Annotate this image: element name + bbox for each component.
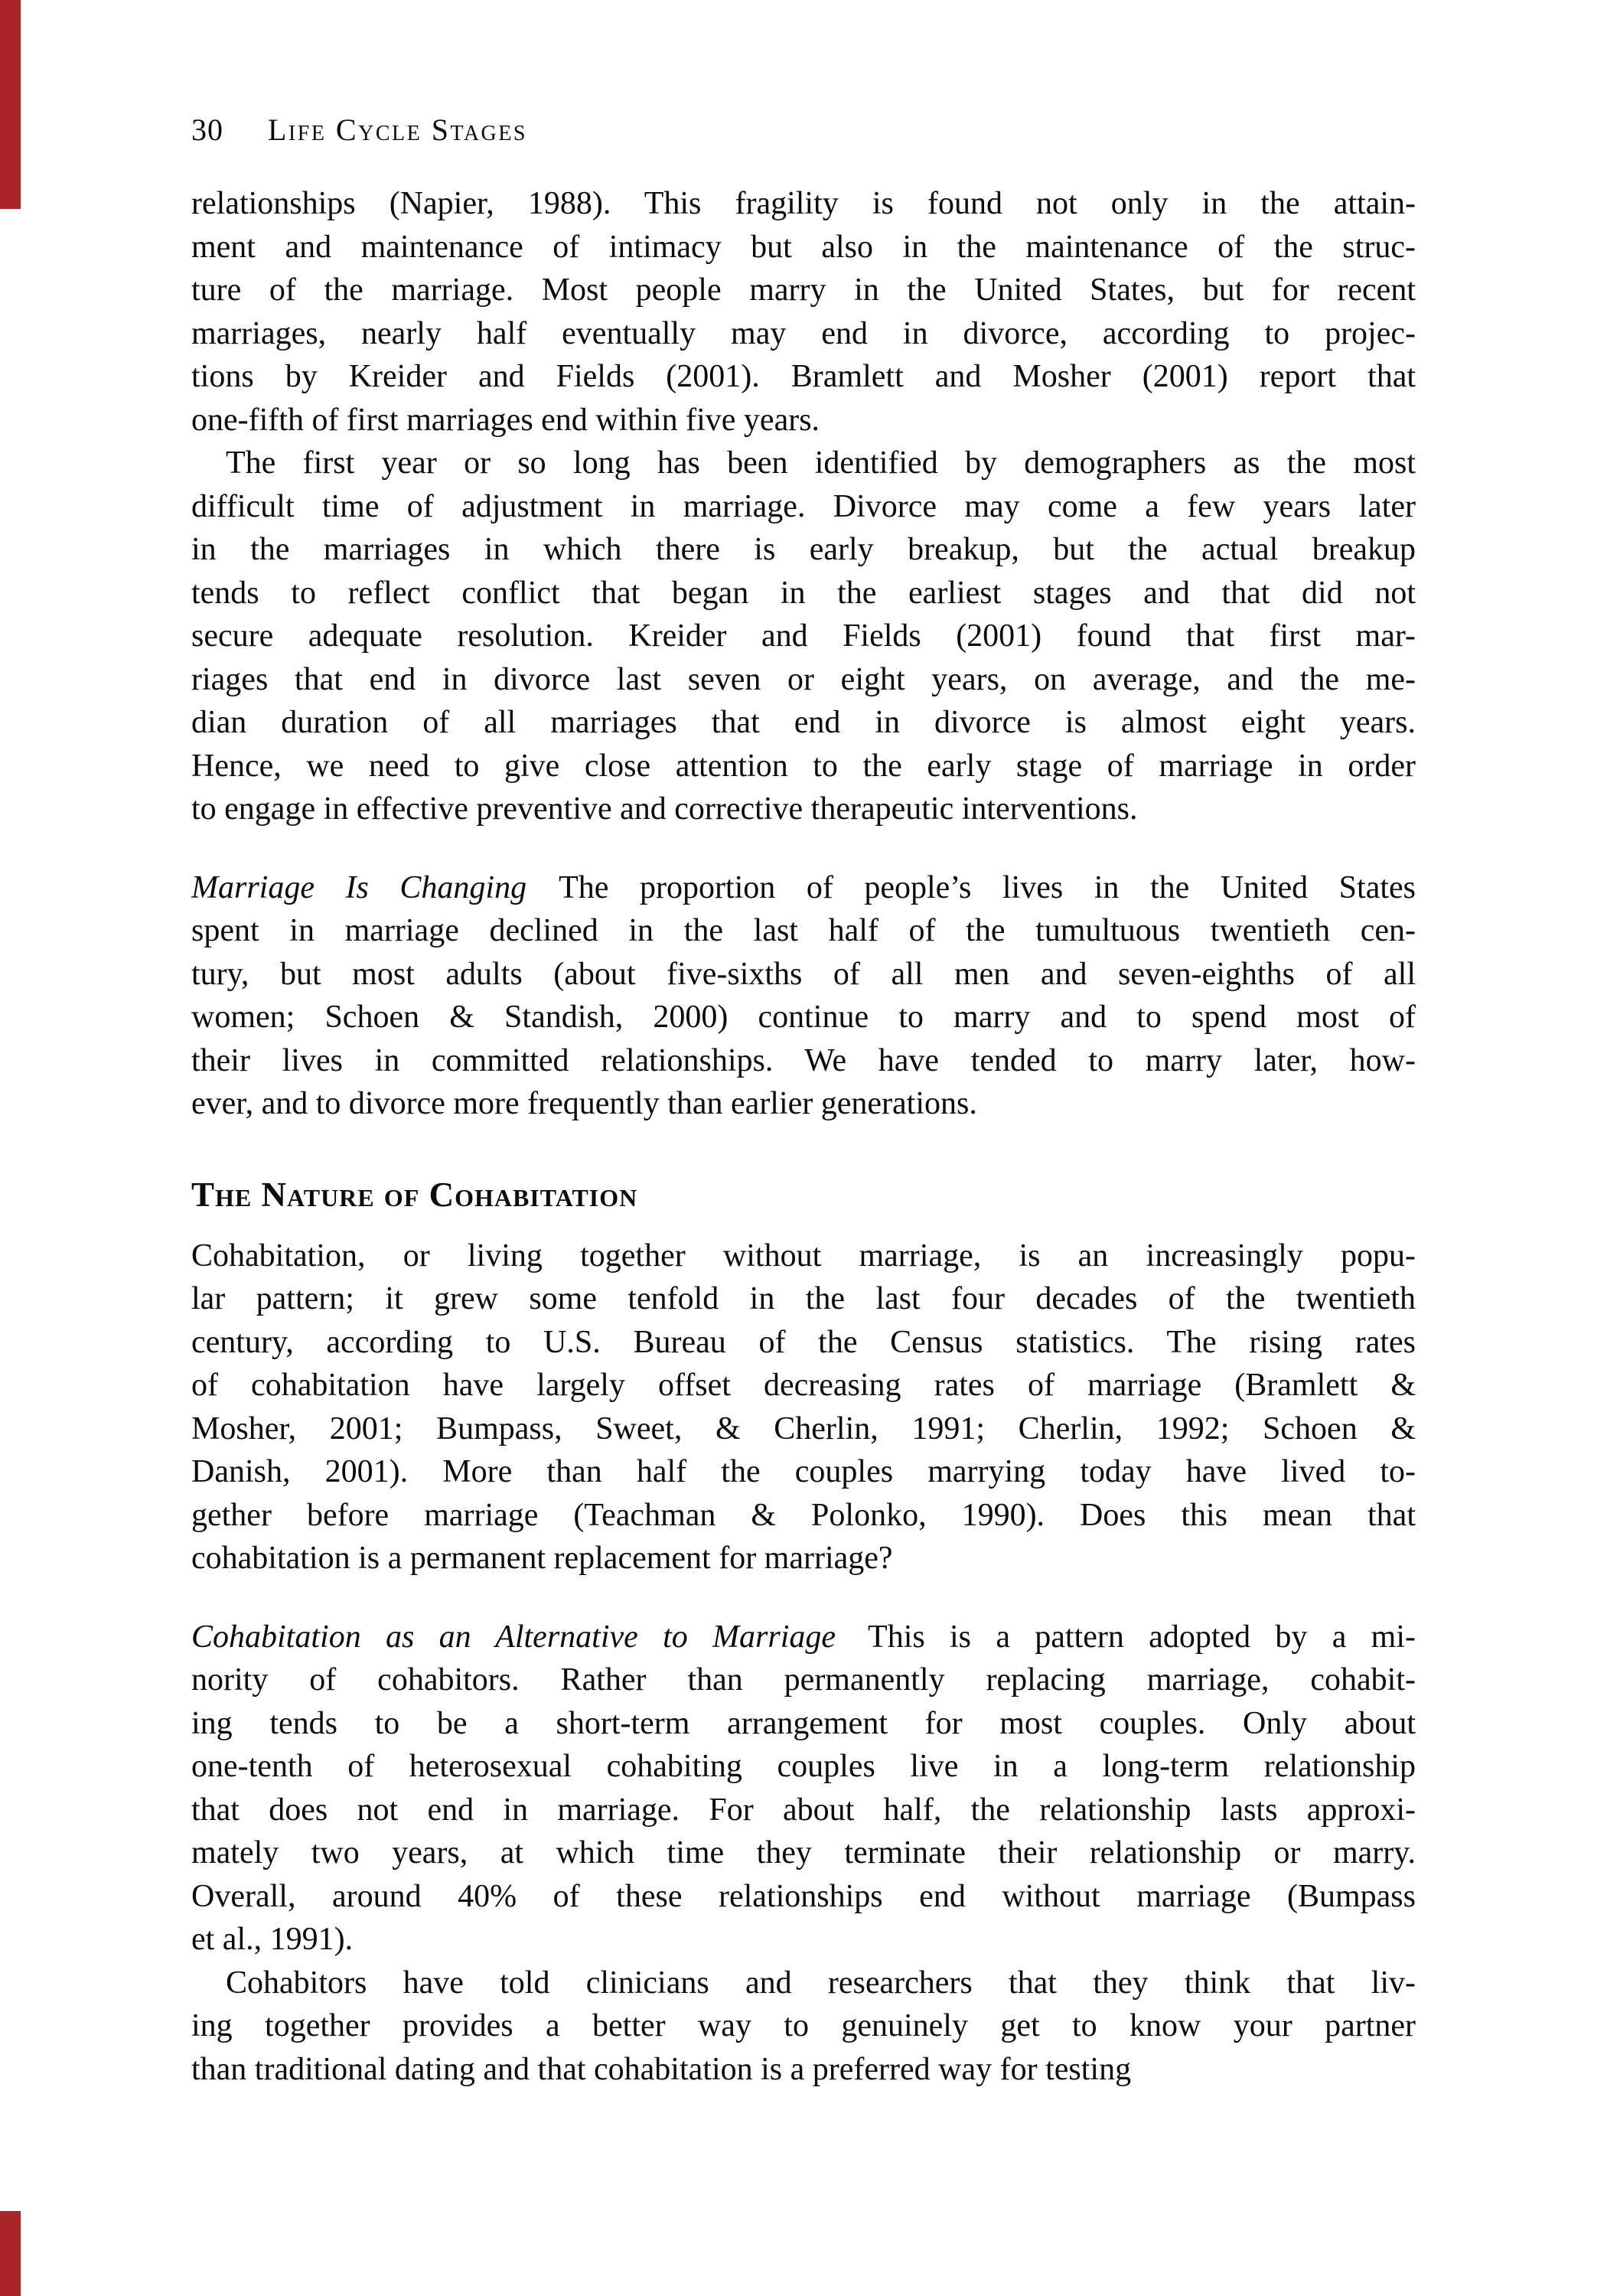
book-edge-mark-bottom	[0, 2211, 21, 2296]
text-line: dian duration of all marriages that end in divorce is almost eight years.	[191, 705, 1416, 740]
text-line: century, according to U.S. Bureau of the Census statistics. The rising rates	[191, 1324, 1416, 1360]
text-line: mately two years, at which time they terminate their relationship or marry.	[191, 1835, 1416, 1870]
text-line: spent in marriage declined in the last half of the tumultuous twentieth cen-	[191, 913, 1416, 948]
text-line: Mosher, 2001; Bumpass, Sweet, & Cherlin, 1991; Cherlin, 1992; Schoen &	[191, 1411, 1416, 1446]
text-line: tury, but most adults (about five-sixths of all men and seven-eighths of all	[191, 956, 1416, 992]
paragraph-6	[191, 1962, 1416, 2092]
text-line: Hence, we need to give close attention to the early stage of marriage in order	[191, 748, 1416, 784]
text-line: nority of cohabitors. Rather than permanently replacing marriage, cohabit-	[191, 1662, 1416, 1698]
text-line: ing together provides a better way to genuinely get to know your partner	[191, 2008, 1416, 2043]
text-run: The proportion of people’s lives in the United States	[559, 869, 1416, 905]
text-line: ture of the marriage. Most people marry in the United States, but for recent	[191, 272, 1416, 308]
text-line: The first year or so long has been identified by demographers as the most	[226, 445, 1416, 481]
text-line: relationships (Napier, 1988). This fragility is found not only in the attain-	[191, 186, 1416, 221]
text-line: women; Schoen & Standish, 2000) continue to marry and to spend most of	[191, 1000, 1416, 1035]
book-edge-mark-top	[0, 0, 21, 209]
text-line: et al., 1991).	[191, 1922, 354, 1957]
text-line: one-tenth of heterosexual cohabiting couples live in a long-term relationship	[191, 1749, 1416, 1784]
text-block	[191, 112, 1416, 2091]
text-line: secure adequate resolution. Kreider and Fields (2001) found that first mar-	[191, 618, 1416, 654]
runin-heading-marriage-is-changing: Marriage Is Changing	[191, 869, 527, 905]
text-run: This is a pattern adopted by a mi-	[868, 1619, 1416, 1655]
paragraph-4	[191, 1234, 1416, 1580]
paragraph-2	[191, 442, 1416, 831]
runin-heading-cohabitation-alternative: Cohabitation as an Alternative to Marriage	[191, 1619, 836, 1655]
running-head	[191, 112, 1416, 148]
text-line: ment and maintenance of intimacy but also in the maintenance of the struc-	[191, 229, 1416, 265]
text-line: than traditional dating and that cohabitation is a preferred way for testing	[191, 2051, 1132, 2087]
text-line: Overall, around 40% of these relationships end without marriage (Bumpass	[191, 1878, 1416, 1914]
text-line: that does not end in marriage. For about half, the relationship lasts approxi-	[191, 1792, 1416, 1828]
text-line: Cohabitation, or living together without marriage, is an increasingly popu-	[191, 1238, 1416, 1274]
text-line: cohabitation is a permanent replacement for marriage?	[191, 1541, 893, 1576]
text-line: lar pattern; it grew some tenfold in the last four decades of the twentieth	[191, 1281, 1416, 1316]
text-line: difficult time of adjustment in marriage. Divorce may come a few years later	[191, 488, 1416, 524]
text-line: of cohabitation have largely offset decreasing rates of marriage (Bramlett &	[191, 1368, 1416, 1403]
text-line: their lives in committed relationships. We have tended to marry later, how-	[191, 1042, 1416, 1078]
paragraph-3	[191, 866, 1416, 1126]
text-line: tends to reflect conflict that began in the earliest stages and that did not	[191, 575, 1416, 611]
text-line: to engage in effective preventive and corrective therapeutic interventions.	[191, 791, 1138, 827]
text-line: riages that end in divorce last seven or eight years, on average, and the me-	[191, 661, 1416, 697]
paragraph-1	[191, 182, 1416, 442]
paragraph-5	[191, 1616, 1416, 1962]
text-line: marriages, nearly half eventually may end in divorce, according to projec-	[191, 315, 1416, 351]
running-title: Life Cycle Stages	[268, 113, 527, 147]
text-line: gether before marriage (Teachman & Polonko, 1990). Does this mean that	[191, 1497, 1416, 1533]
text-line	[191, 1616, 1416, 1659]
text-line	[191, 866, 1416, 910]
text-line: in the marriages in which there is early breakup, but the actual breakup	[191, 532, 1416, 567]
section-heading: The Nature of Cohabitation	[191, 1175, 638, 1214]
text-line: ever, and to divorce more frequently than earlier generations.	[191, 1086, 977, 1121]
text-line: tions by Kreider and Fields (2001). Bramlett and Mosher (2001) report that	[191, 359, 1416, 394]
text-line: Cohabitors have told clinicians and researchers that they think that liv-	[226, 1965, 1416, 2001]
text-line: one-fifth of first marriages end within five years.	[191, 402, 820, 438]
page-number: 30	[191, 113, 223, 147]
text-line: Danish, 2001). More than half the couples marrying today have lived to-	[191, 1454, 1416, 1489]
text-line: ing tends to be a short-term arrangement for most couples. Only about	[191, 1705, 1416, 1741]
